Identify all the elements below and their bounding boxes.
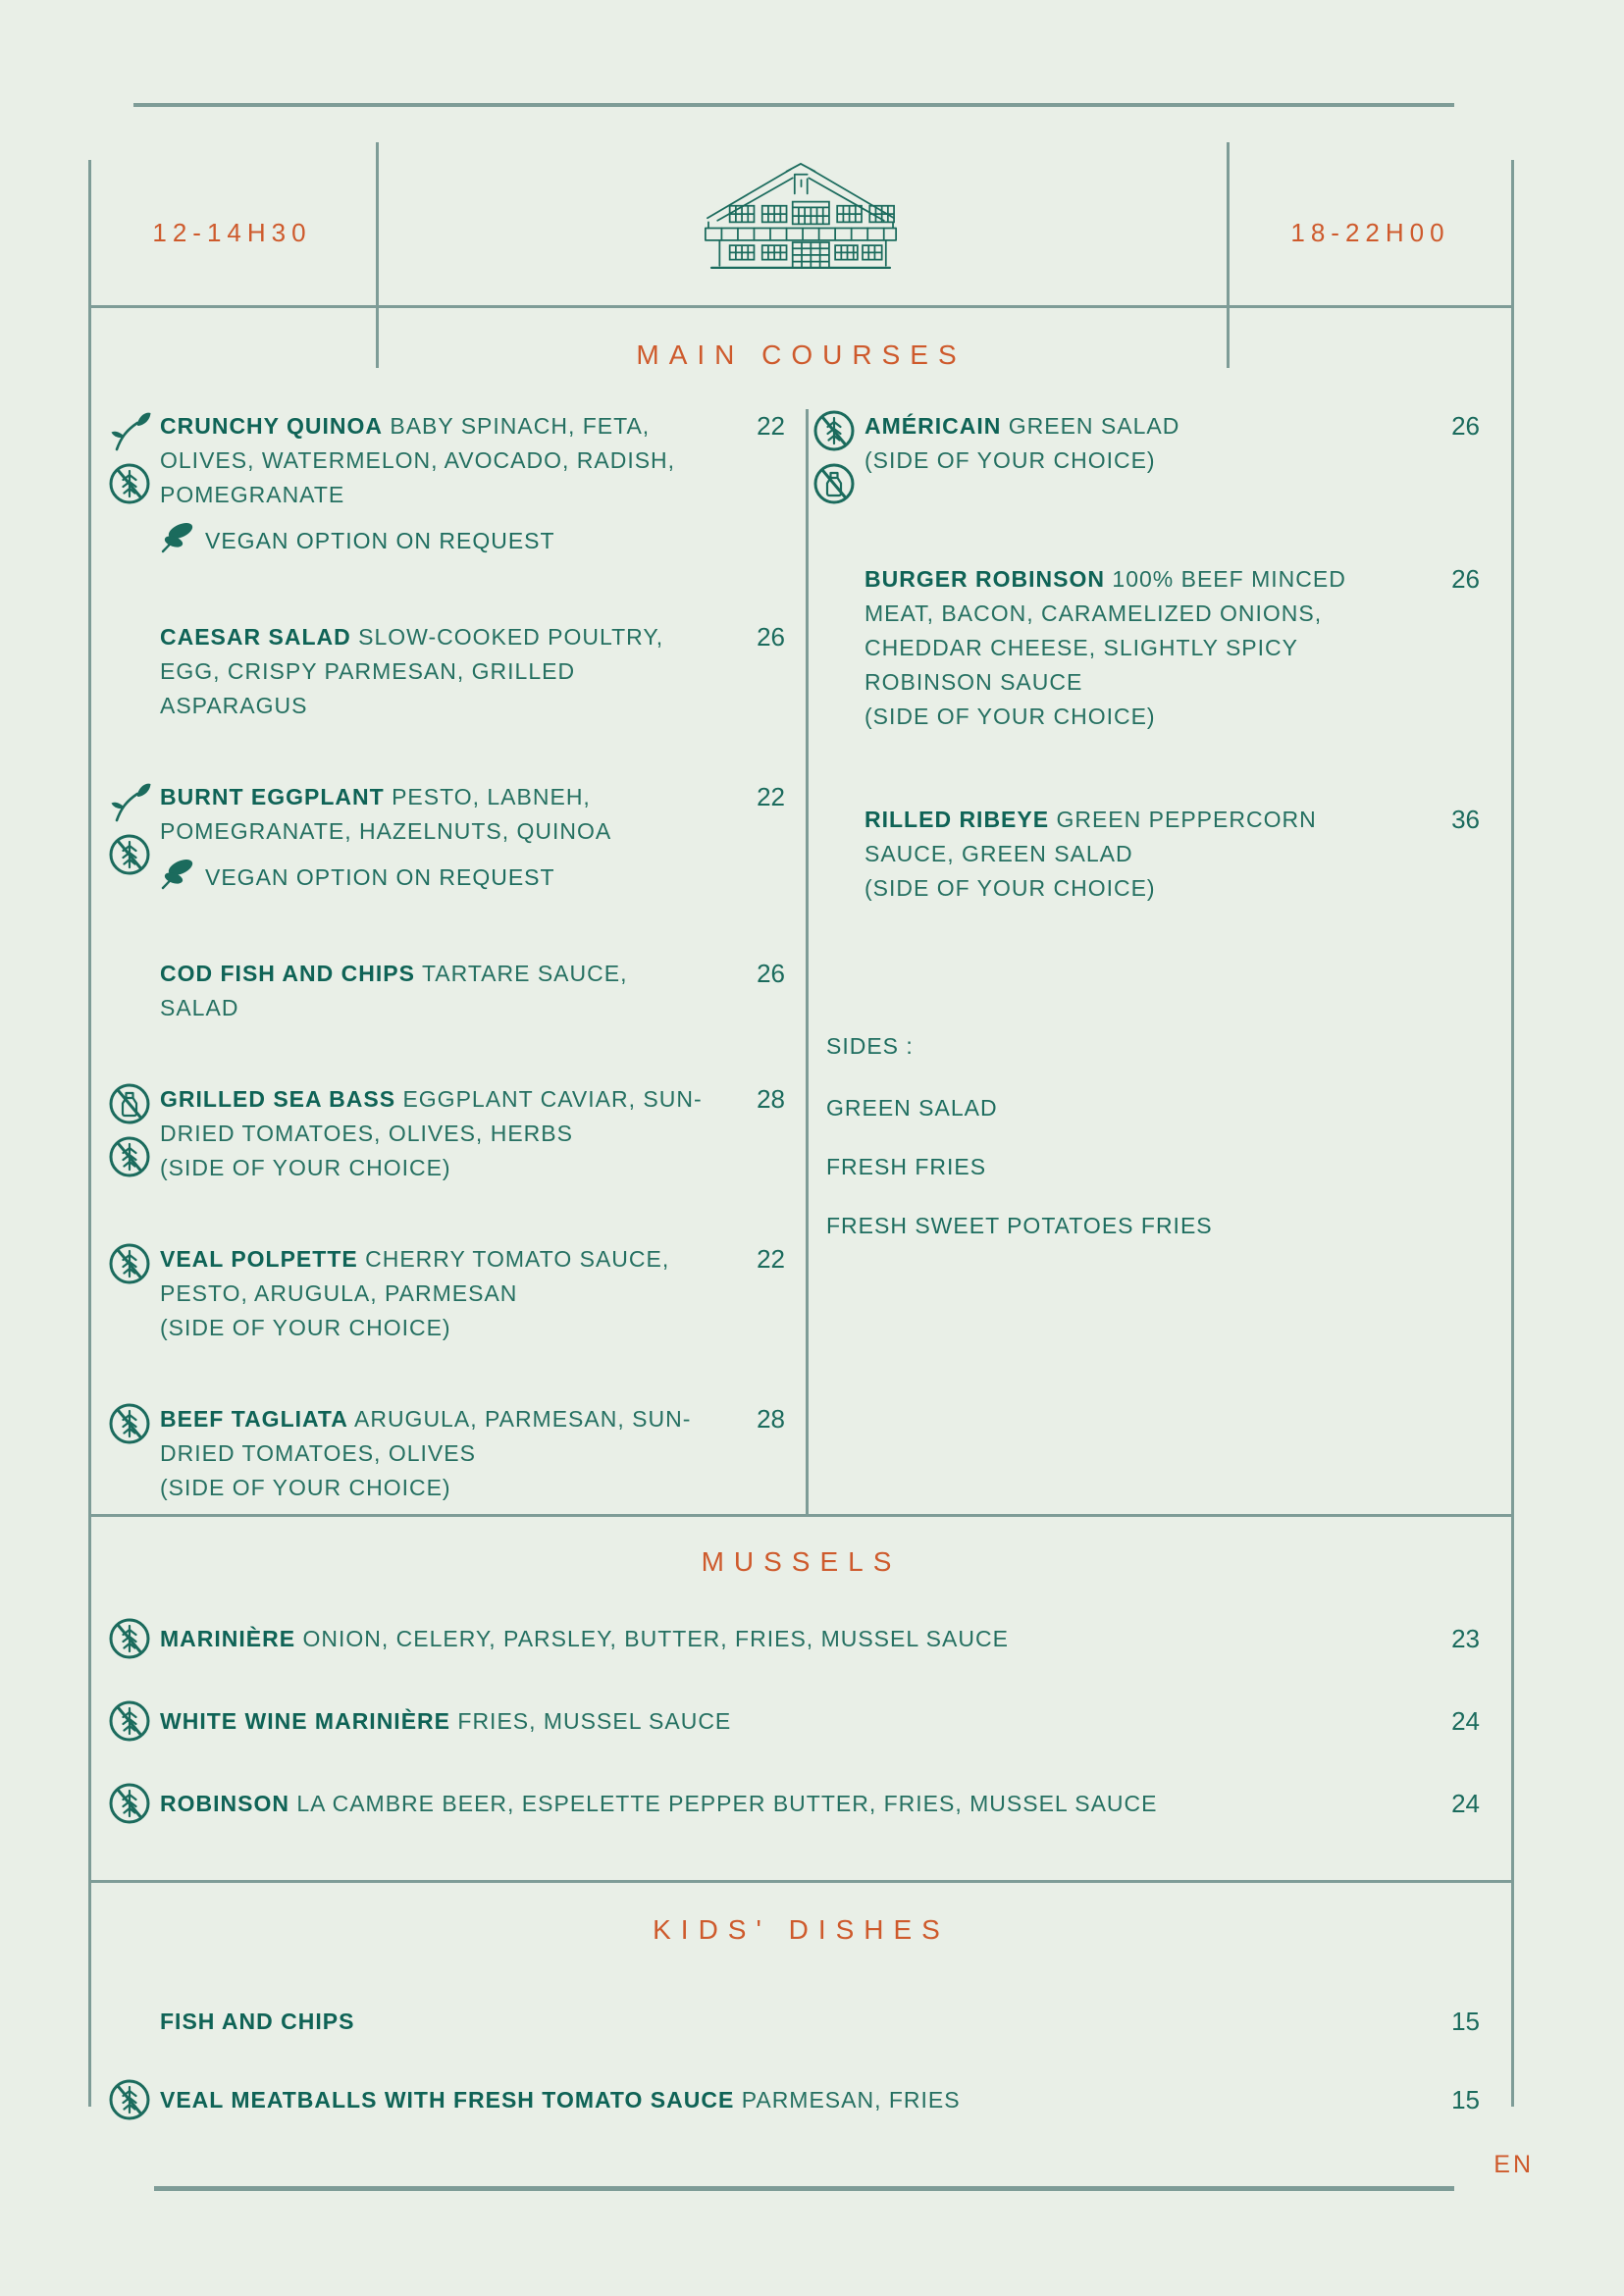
item-name: WHITE WINE MARINIÈRE [160, 1708, 450, 1734]
side-option: GREEN SALAD [826, 1095, 998, 1121]
menu-item-fish-and-chips [108, 2004, 1480, 2039]
sides-block [826, 1033, 1480, 1239]
item-desc: CHERRY TOMATO SAUCE, PESTO, ARUGULA, PARMESAN [160, 1246, 670, 1306]
item-desc: FRIES, MUSSEL SAUCE [457, 1708, 732, 1734]
item-desc: ONION, CELERY, PARSLEY, BUTTER, FRIES, MUSSEL SAUCE [302, 1626, 1009, 1651]
menu-item-burger-robinson [812, 562, 1480, 734]
item-desc: SLOW-COOKED POULTRY, EGG, CRISPY PARMESAN, GRILLED ASPARAGUS [160, 624, 664, 718]
item-price: 22 [757, 1244, 785, 1274]
gluten-free-icon [108, 1402, 160, 1445]
item-price: 22 [757, 411, 785, 441]
item-price: 26 [757, 622, 785, 652]
gluten-free-icon [108, 462, 160, 505]
item-price: 28 [757, 1404, 785, 1434]
side-note: (SIDE OF YOUR CHOICE) [864, 704, 1156, 729]
header-left-divider [376, 142, 379, 368]
main-courses-left-column [108, 409, 785, 1562]
item-name: VEAL POLPETTE [160, 1246, 358, 1272]
lunch-hours: 12-14H30 [152, 218, 312, 247]
item-name: AMÉRICAIN [864, 413, 1002, 439]
vegan-icon [108, 409, 160, 452]
item-desc: EGGPLANT CAVIAR, SUN-DRIED TOMATOES, OLIVES, HERBS [160, 1086, 703, 1146]
item-price: 15 [1451, 2006, 1480, 2036]
gluten-free-icon [108, 1782, 160, 1825]
menu-item-cod-fish-and-chips [108, 957, 785, 1025]
item-name: BEEF TAGLIATA [160, 1406, 348, 1432]
item-desc: BABY SPINACH, FETA, OLIVES, WATERMELON, AVOCADO, RADISH, POMEGRANATE [160, 413, 676, 507]
gluten-free-icon [108, 2078, 160, 2121]
gluten-free-icon [108, 1699, 160, 1743]
leaf-icon [160, 855, 195, 900]
vegan-icon [108, 780, 160, 823]
side-note: (SIDE OF YOUR CHOICE) [160, 1475, 451, 1500]
item-name: COD FISH AND CHIPS [160, 961, 415, 986]
header-bottom-border [88, 305, 1514, 308]
top-rule [133, 103, 1454, 107]
leaf-icon [160, 518, 195, 563]
menu-item-burnt-eggplant [108, 780, 785, 900]
item-price: 26 [1451, 564, 1480, 594]
item-name: VEAL MEATBALLS WITH FRESH TOMATO SAUCE [160, 2087, 735, 2113]
gluten-free-icon [812, 409, 864, 452]
menu-item-americain [812, 409, 1480, 505]
menu-item-rilled-ribeye [812, 803, 1480, 906]
mussels-title: MUSSELS [701, 1546, 902, 1577]
header-right-divider [1227, 142, 1230, 368]
item-desc: 100% BEEF MINCED MEAT, BACON, CARAMELIZED ONIONS, CHEDDAR CHEESE, SLIGHTLY SPICY ROBINSON SAUCE [864, 566, 1346, 695]
side-option: FRESH FRIES [826, 1154, 987, 1179]
kids-dishes-title: KIDS' DISHES [653, 1914, 950, 1945]
item-desc: ARUGULA, PARMESAN, SUN-DRIED TOMATOES, OLIVES [160, 1406, 692, 1466]
menu-item-mariniere [108, 1617, 1480, 1660]
menu-item-crunchy-quinoa [108, 409, 785, 563]
menu-item-robinson [108, 1782, 1480, 1825]
item-name: BURGER ROBINSON [864, 566, 1106, 592]
lactose-free-icon [812, 462, 864, 505]
item-name: CAESAR SALAD [160, 624, 351, 650]
item-price: 22 [757, 782, 785, 811]
gluten-free-icon [108, 833, 160, 876]
gluten-free-icon [108, 1135, 160, 1178]
chalet-logo-icon [697, 151, 905, 273]
menu-item-white-wine-mariniere [108, 1699, 1480, 1743]
vegan-note: VEGAN OPTION ON REQUEST [205, 527, 555, 553]
frame-left-border [88, 160, 91, 2107]
item-desc: LA CAMBRE BEER, ESPELETTE PEPPER BUTTER, FRIES, MUSSEL SAUCE [296, 1791, 1158, 1816]
bottom-rule [154, 2186, 1454, 2191]
item-name: MARINIÈRE [160, 1626, 296, 1651]
item-name: CRUNCHY QUINOA [160, 413, 383, 439]
item-price: 28 [757, 1084, 785, 1114]
side-note: (SIDE OF YOUR CHOICE) [864, 875, 1156, 901]
side-note: (SIDE OF YOUR CHOICE) [160, 1155, 451, 1180]
menu-item-veal-polpette [108, 1242, 785, 1345]
item-desc: GREEN PEPPERCORN SAUCE, GREEN SALAD [864, 807, 1317, 866]
dinner-hours: 18-22H00 [1290, 218, 1450, 247]
side-option: FRESH SWEET POTATOES FRIES [826, 1213, 1213, 1238]
item-price: 15 [1451, 2084, 1480, 2114]
frame-right-border [1511, 160, 1514, 2107]
item-price: 24 [1451, 1788, 1480, 1818]
sides-label: SIDES : [826, 1033, 914, 1059]
item-name: FISH AND CHIPS [160, 2009, 355, 2034]
kids-rows [108, 2004, 1480, 2161]
item-desc: GREEN SALAD [1008, 413, 1180, 439]
item-price: 36 [1451, 805, 1480, 834]
column-divider [806, 409, 809, 1514]
item-name: RILLED RIBEYE [864, 807, 1050, 832]
item-price: 26 [757, 959, 785, 988]
lactose-free-icon [108, 1082, 160, 1125]
side-note: (SIDE OF YOUR CHOICE) [160, 1315, 451, 1340]
main-courses-title: MAIN COURSES [636, 339, 967, 370]
item-name: BURNT EGGPLANT [160, 784, 385, 809]
item-price: 24 [1451, 1705, 1480, 1736]
item-desc: PARMESAN, FRIES [741, 2087, 961, 2113]
side-note: (SIDE OF YOUR CHOICE) [864, 447, 1156, 473]
kids-section-top-border [88, 1880, 1514, 1883]
item-price: 23 [1451, 1623, 1480, 1653]
main-courses-right-column [812, 409, 1480, 1272]
menu-item-caesar-salad [108, 620, 785, 723]
item-name: GRILLED SEA BASS [160, 1086, 396, 1112]
item-desc: TARTARE SAUCE, SALAD [160, 961, 628, 1020]
gluten-free-icon [108, 1617, 160, 1660]
item-name: ROBINSON [160, 1791, 289, 1816]
language-toggle[interactable]: EN [1493, 2151, 1534, 2178]
mussels-rows [108, 1617, 1480, 1864]
gluten-free-icon [108, 1242, 160, 1285]
vegan-note: VEGAN OPTION ON REQUEST [205, 863, 555, 890]
item-desc: PESTO, LABNEH, POMEGRANATE, HAZELNUTS, QUINOA [160, 784, 612, 844]
item-price: 26 [1451, 411, 1480, 441]
menu-item-beef-tagliata [108, 1402, 785, 1505]
menu-item-veal-meatballs [108, 2078, 1480, 2121]
menu-item-grilled-sea-bass [108, 1082, 785, 1185]
